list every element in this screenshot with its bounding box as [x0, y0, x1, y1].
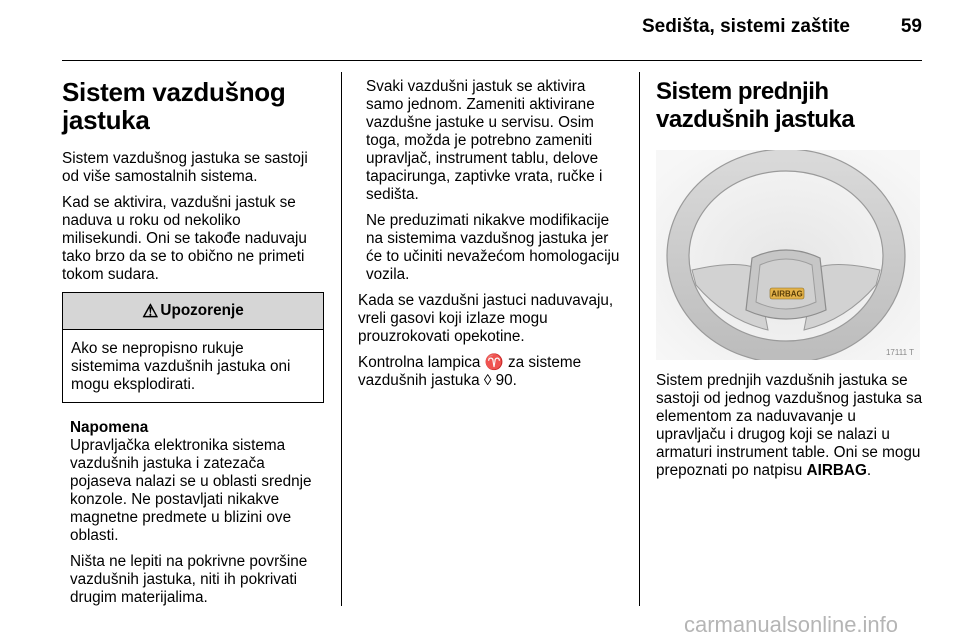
section-heading: Sistem prednjih vazdušnih jastuka [656, 78, 855, 133]
airbag-mark: AIRBAG [806, 462, 867, 479]
text: za sisteme vazdušnih jastuka [358, 354, 582, 389]
paragraph [656, 372, 924, 480]
paragraph: Kad se aktivira, vazdušni jastuk se naduva u roku od nekoliko milisekundi. Oni se takođe naduvaju tako brzo da se to obično ne primeti tokom sudara. [62, 194, 307, 283]
column-divider-1 [341, 72, 342, 606]
text: Sistem prednjih vazdušnih jastuka se sastoji od jednog vazdušnog jastuka sa elementom za naduvavanje u upravljaču i drugog koji se nalazi u armaturi instrument table. Oni se mogu prepoznati po natpisu [656, 372, 923, 479]
paragraph: Ne preduzimati nikakve modifikacije na sistemima vazdušnog jastuka jer će to učiniti nevažećom homologaciju vozila. [366, 212, 620, 283]
page-reference-icon: ◊ [483, 372, 492, 389]
note-paragraph: Ništa ne lepiti na pokrivne površine vazdušnih jastuka, niti ih pokrivati drugim materijalima. [70, 553, 308, 606]
column-divider-2 [639, 72, 640, 606]
image-code: 17111 T [885, 348, 914, 357]
paragraph: Svaki vazdušni jastuk se aktivira samo jednom. Zameniti aktivirane vazdušne jastuke u servisu. Osim toga, možda je potrebno zameniti upravljač, instrument tablu, delove tapacirunga, zaptivke vrata, ručke i sedišta. [366, 78, 603, 203]
airbag-lamp-icon: ♈ [484, 354, 504, 371]
warning-triangle-icon: ⚠ [142, 301, 159, 321]
header-rule [62, 60, 922, 61]
header-title: Sedišta, sistemi zaštite [641, 16, 850, 37]
column-left [62, 78, 324, 615]
section-heading: Sistem vazdušnog jastuka [62, 77, 286, 135]
indented-block [358, 78, 624, 284]
paragraph: Sistem vazdušnog jastuka se sastoji od više samostalnih sistema. [62, 150, 308, 185]
warning-box [62, 292, 324, 403]
warning-text: Ako se nepropisno rukuje sistemima vazdušnih jastuka oni mogu eksplodirati. [71, 340, 291, 393]
note-paragraph: Upravljačka elektronika sistema vazdušnih jastuka i zatezača pojaseva nalazi se u oblasti srednje konzole. Ne postavljati nikakve magnetne predmete u blizini ove oblasti. [70, 437, 312, 544]
paragraph: Kada se vazdušni jastuci naduvavaju, vreli gasovi koji izlaze mogu prouzrokovati opekotine. [358, 292, 614, 345]
paragraph [358, 354, 624, 390]
note-label: Napomena [70, 419, 149, 436]
page-reference: 90. [495, 372, 517, 389]
steering-wheel-image [656, 150, 920, 360]
text: . [866, 462, 872, 479]
column-middle [358, 78, 624, 398]
page-number: 59 [900, 16, 922, 37]
text: Kontrolna lampica [358, 354, 481, 371]
warning-header [63, 293, 323, 330]
note-block [62, 419, 324, 607]
warning-title: Upozorenje [160, 302, 244, 319]
airbag-label: AIRBAG [771, 289, 803, 299]
column-right [656, 78, 924, 488]
watermark: carmanualsonline.info [684, 612, 899, 637]
